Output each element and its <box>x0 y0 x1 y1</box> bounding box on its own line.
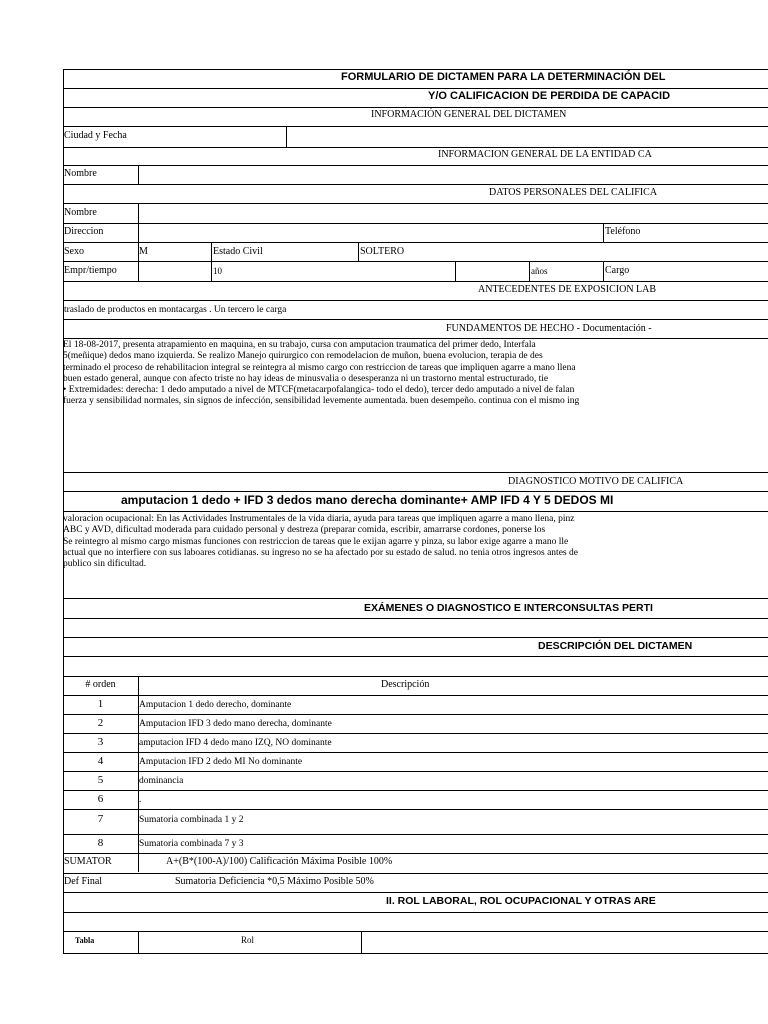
section-rol-laboral: II. ROL LABORAL, ROL OCUPACIONAL Y OTRAS ARE <box>386 895 656 907</box>
sexo-value: M <box>139 246 148 257</box>
section-diagnostico: DIAGNOSTICO MOTIVO DE CALIFICA <box>508 476 684 487</box>
sexo-label: Sexo <box>64 246 84 257</box>
section-fundamentos: FUNDAMENTOS DE HECHO - Documentación - <box>446 323 652 334</box>
anos-label: años <box>531 266 548 276</box>
row-description: Amputacion IFD 3 dedo mano derecha, dominante <box>139 719 332 729</box>
tabla-header: Tabla <box>75 936 95 945</box>
row-description: dominancia <box>139 776 184 786</box>
fundamentos-line: buen estado general, aunque con afecto triste no hay ideas de minusvalia o desesperanza ni un trastorno mental estructurado, tie <box>63 373 549 384</box>
form-title-line1: FORMULARIO DE DICTAMEN PARA LA DETERMINACIÓN DEL <box>341 71 666 83</box>
cargo-label: Cargo <box>605 265 630 276</box>
telefono-label: Teléfono <box>605 226 641 237</box>
fundamentos-line: 5(meñique) dedos mano izquierda. Se realizo Manejo quirurgico con remodelacion de muñon, buena evolucion, terapia de des <box>63 351 543 362</box>
section-datos-personales: DATOS PERSONALES DEL CALIFICA <box>489 187 658 198</box>
sumator-label: SUMATOR <box>64 856 112 867</box>
row-description: . <box>139 795 142 805</box>
section-info-entidad: INFORMACION GENERAL DE LA ENTIDAD CA <box>438 149 652 160</box>
estado-civil-value: SOLTERO <box>360 246 405 257</box>
tiempo-value: 10 <box>213 266 222 276</box>
valoracion-line: Se reintegro al mismo cargo mismas funciones con restriccion de tareas que le exijan agarre y pinza, su labor exige agarre a mano lle <box>63 536 569 547</box>
row-description: amputacion IFD 4 dedo mano IZQ, NO dominante <box>139 738 332 748</box>
direccion-label: Direccion <box>64 226 104 237</box>
row-number: 4 <box>97 755 104 767</box>
row-description: Amputacion 1 dedo derecho, dominante <box>139 700 292 710</box>
row-number: 1 <box>97 698 104 710</box>
row-number: 2 <box>97 717 104 729</box>
fundamentos-line: • Extremidades: derecha: 1 dedo amputado a nivel de MTCF(metacarpofalangica- todo el dedo), tercer dedo amputado a nivel de falan <box>63 385 575 396</box>
row-number: 7 <box>97 813 104 825</box>
fundamentos-line: fuerza y sensibilidad normales, sin signos de infección, sensibilidad levemente aumentada. buen desempeño. continua con el mismo ing <box>63 396 580 407</box>
row-number: 6 <box>97 793 104 805</box>
sumator-formula: A+(B*(100-A)/100) Calificación Máxima Posible 100% <box>166 856 393 867</box>
section-descripcion: DESCRIPCIÓN DEL DICTAMEN <box>538 640 693 652</box>
fundamentos-line: El 18-08-2017, presenta atrapamiento en maquina, en su trabajo, cursa con amputacion traumatica del primer dedo, Interfala <box>63 340 536 350</box>
nombre-entidad-label: Nombre <box>64 168 97 179</box>
row-description: Sumatoria combinada 7 y 3 <box>139 839 244 849</box>
valoracion-line: valoracion ocupacional: En las Actividades Instrumentales de la vida diaria, ayuda para tareas que impliquen agarre a mano llena, pinz <box>63 514 575 524</box>
def-final-label: Def Final <box>64 876 103 887</box>
empr-tiempo-label: Empr/tiempo <box>64 265 117 276</box>
row-description: Sumatoria combinada 1 y 2 <box>139 815 244 825</box>
valoracion-line: actual que no interfiere con sus laboares cotidianas. su ingreso no se ha afectado por su estado de salud. no tenia otros ingresos antes de <box>63 547 578 558</box>
rol-header: Rol <box>241 935 255 945</box>
def-final-formula: Sumatoria Deficiencia *0,5 Máximo Posible 50% <box>175 876 374 887</box>
fundamentos-text <box>63 340 579 408</box>
ciudad-fecha-label: Ciudad y Fecha <box>64 130 127 141</box>
row-number: 3 <box>97 736 104 748</box>
estado-civil-label: Estado Civil <box>213 246 263 257</box>
antecedentes-text: traslado de productos en montacargas . Un tercero le carga <box>64 305 287 315</box>
section-antecedentes: ANTECEDENTES DE EXPOSICION LAB <box>478 284 657 295</box>
valoracion-text <box>63 514 578 570</box>
row-number: 5 <box>97 774 104 786</box>
header-orden: # orden <box>85 679 116 690</box>
row-description: Amputacion IFD 2 dedo MI No dominante <box>139 757 303 767</box>
valoracion-line: publico sin dificultad. <box>63 559 147 570</box>
header-descripcion: Descripción <box>381 679 430 690</box>
diagnostico-text: amputacion 1 dedo + IFD 3 dedos mano derecha dominante+ AMP IFD 4 Y 5 DEDOS MI <box>121 493 614 507</box>
valoracion-line: ABC y AVD, dificultad moderada para cuidado personal y destreza (preparar comida, escribir, amarrarse cordones, ponerse los <box>63 525 546 536</box>
form-title-line2: Y/O CALIFICACION DE PERDIDA DE CAPACID <box>428 90 671 102</box>
section-info-general: INFORMACIÓN GENERAL DEL DICTAMEN <box>371 109 567 120</box>
section-examenes: EXÁMENES O DIAGNOSTICO E INTERCONSULTAS PERTI <box>364 602 653 614</box>
fundamentos-line: terminado el proceso de rehabilitacion integral se reintegra al mismo cargo con restriccion de tareas que impliquen agarre a mano llena <box>63 362 576 373</box>
row-number: 8 <box>97 837 104 849</box>
nombre-label: Nombre <box>64 207 97 218</box>
